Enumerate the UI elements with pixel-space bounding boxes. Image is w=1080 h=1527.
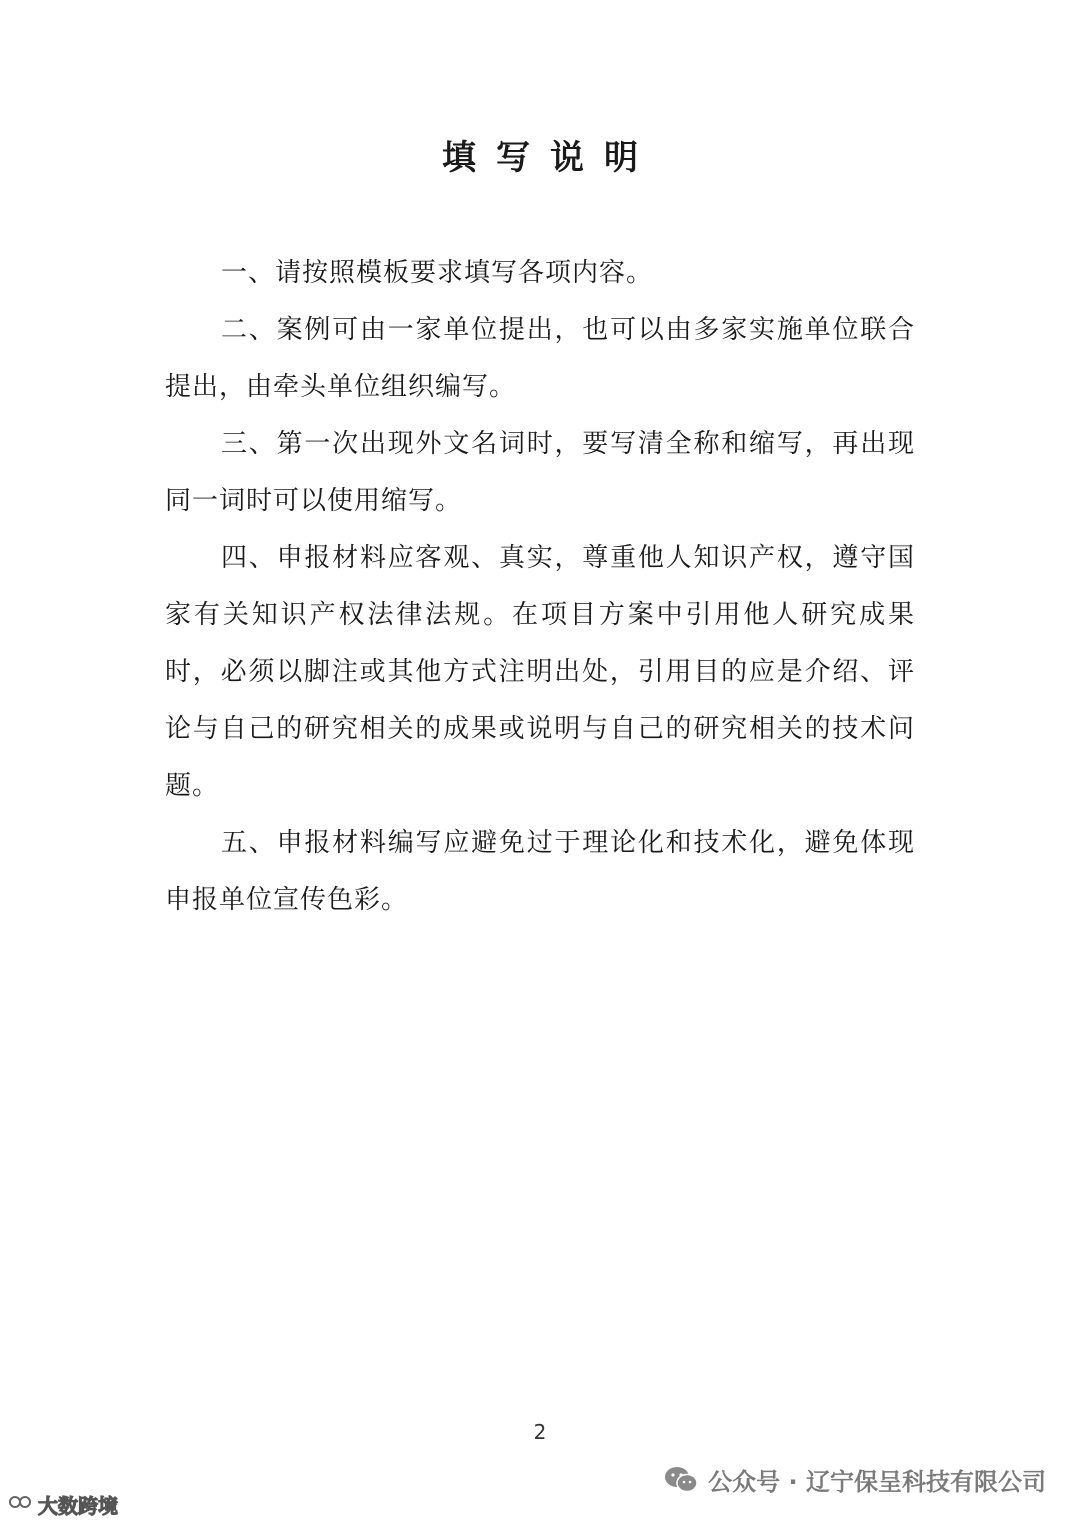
paragraph-2: 二、案例可由一家单位提出，也可以由多家实施单位联合提出，由牵头单位组织编写。 [165,315,915,402]
page-title: 填写说明 [442,138,658,178]
wechat-watermark [664,1462,1046,1497]
document-body [165,245,915,929]
paragraph-1: 一、请按照模板要求填写各项内容。 [221,258,654,288]
paragraph-3: 三、第一次出现外文名词时，要写清全称和缩写，再出现同一词时可以使用缩写。 [165,429,915,516]
paragraph-4: 四、申报材料应客观、真实，尊重他人知识产权，遵守国家有关知识产权法律法规。在项目方案中引用他人研究成果时，必须以脚注或其他方式注明出处，引用目的应是介绍、评论与自己的研究相关的成果或说明与自己的研究相关的技术问题。 [165,543,915,801]
wechat-icon [664,1466,698,1494]
page-number: 2 [533,1420,547,1444]
corner-logo [8,1490,118,1519]
logo-icon [8,1492,34,1517]
watermark-text: 公众号 · 辽宁保呈科技有限公司 [708,1468,1046,1496]
corner-logo-text: 大数跨境 [38,1494,118,1518]
paragraph-5: 五、申报材料编写应避免过于理论化和技术化，避免体现申报单位宣传色彩。 [165,828,915,915]
